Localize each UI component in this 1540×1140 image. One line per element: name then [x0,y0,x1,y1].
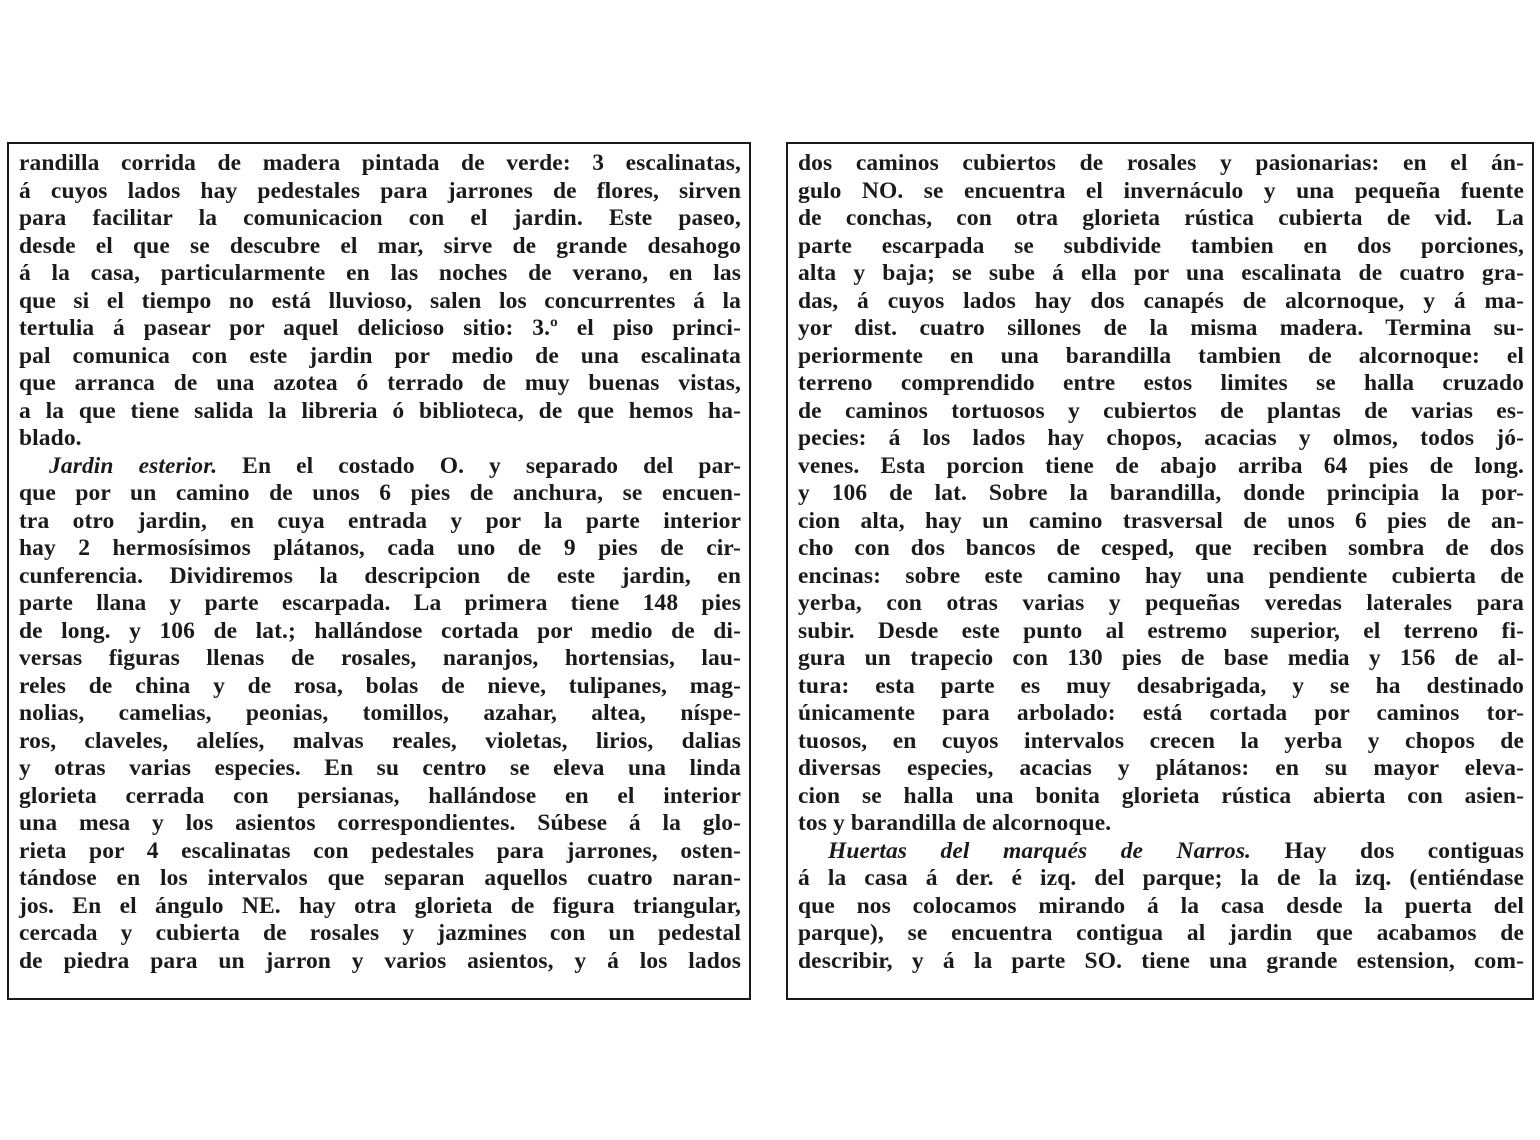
line-text: encinas: sobre este camino hay una pendiente cubierta de [798,562,1524,589]
text-line [798,150,1524,178]
text-line [798,590,1524,618]
line-text: tertulia á pasear por aquel delicioso sitio: 3.º el piso princi- [19,315,741,341]
text-line [19,755,741,783]
text-line [798,618,1524,646]
line-text: blado. [19,425,82,451]
text-line [798,260,1524,288]
text-line [798,893,1524,921]
line-text: una mesa y los asientos correspondientes. Súbese á la glo- [19,810,741,836]
line-text: versas figuras llenas de rosales, naranjos, hortensias, lau- [19,645,741,671]
text-line [798,343,1524,371]
text-line [798,783,1524,811]
text-line [19,728,741,756]
text-column-left [7,142,751,1000]
line-text: En el costado O. y separado del par- [217,452,742,479]
line-text: de caminos tortuosos y cubiertos de plantas de varias es- [798,397,1524,424]
line-text: gulo NO. se encuentra el invernáculo y una pequeña fuente [798,177,1524,204]
text-line [798,810,1524,838]
line-text: gura un trapecio con 130 pies de base media y 156 de al- [798,645,1524,671]
text-column-right [786,142,1534,1000]
line-text: parte escarpada se subdivide tambien en dos porciones, [798,232,1524,259]
text-line [19,618,741,646]
line-text: tuosos, en cuyos intervalos crecen la yerba y chopos de [798,727,1524,754]
text-line [19,783,741,811]
text-line [798,755,1524,783]
text-line [19,288,741,316]
text-line [19,150,741,178]
text-line [19,920,741,948]
text-line [19,343,741,371]
section-heading: Huertas del marqués de Narros. [828,837,1252,864]
text-line [19,590,741,618]
line-text: cion se halla una bonita glorieta rústica abierta con asien- [798,782,1524,809]
line-text: á la casa á der. é izq. del parque; la de la izq. (entiéndase [798,865,1524,891]
line-text: jos. En el ángulo NE. hay otra glorieta de figura triangular, [19,892,741,919]
line-text: para facilitar la comunicacion con el jardin. Este paseo, [19,205,741,231]
line-text: yerba, con otras varias y pequeñas veredas laterales para [798,590,1524,616]
line-text: que arranca de una azotea ó terrado de muy buenas vistas, [19,370,741,396]
line-text: cunferencia. Dividiremos la descripcion de este jardin, en [19,562,741,589]
line-text: yor dist. cuatro sillones de la misma madera. Termina su- [798,315,1524,341]
text-line [19,838,741,866]
line-text: de piedra para un jarron y varios asientos, y á los lados [19,947,741,974]
line-text: á cuyos lados hay pedestales para jarrones de flores, sirven [19,177,741,204]
text-line [798,370,1524,398]
line-text: pecies: á los lados hay chopos, acacias y olmos, todos jó- [798,425,1524,451]
line-text: tura: esta parte es muy desabrigada, y se ha destinado [798,672,1524,699]
line-text: tra otro jardin, en cuya entrada y por la parte interior [19,507,741,534]
line-text: hay 2 hermosísimos plátanos, cada uno de 9 pies de cir- [19,535,741,561]
text-line [798,398,1524,426]
line-text: tos y barandilla de alcornoque. [798,810,1112,836]
text-line [19,453,741,481]
line-text: nolias, camelias, peonias, tomillos, azahar, altea, níspe- [19,700,741,726]
line-text: á la casa, particularmente en las noches de verano, en las [19,260,741,286]
line-text: parte llana y parte escarpada. La primera tiene 148 pies [19,590,741,616]
line-text: y 106 de lat. Sobre la barandilla, donde principia la por- [798,480,1524,506]
line-text: que nos colocamos mirando á la casa desde la puerta del [798,892,1524,919]
text-line [798,700,1524,728]
line-text: venes. Esta porcion tiene de abajo arriba 64 pies de long. [798,452,1524,479]
line-text: alta y baja; se sube á ella por una escalinata de cuatro gra- [798,260,1524,286]
line-text: cion alta, hay un camino trasversal de unos 6 pies de an- [798,507,1524,534]
text-line [19,563,741,591]
line-text: y otras varias especies. En su centro se eleva una linda [19,755,741,781]
line-text: desde el que se descubre el mar, sirve de grande desahogo [19,232,741,259]
text-line [19,700,741,728]
text-line [798,480,1524,508]
text-line [19,673,741,701]
line-text: periormente en una barandilla tambien de alcornoque: el [798,342,1524,369]
text-line [19,398,741,426]
text-line [798,425,1524,453]
text-line [19,260,741,288]
text-line [19,810,741,838]
text-line [798,563,1524,591]
line-text: únicamente para arbolado: está cortada por caminos tor- [798,700,1524,726]
line-text: subir. Desde este punto al estremo superior, el terreno fi- [798,617,1524,644]
line-text: parque), se encuentra contigua al jardin que acabamos de [798,920,1524,946]
line-text: reles de china y de rosa, bolas de nieve, tulipanes, mag- [19,672,741,699]
text-line [19,315,741,343]
text-line [798,728,1524,756]
line-text: cho con dos bancos de cesped, que reciben sombra de dos [798,535,1524,561]
text-line [798,673,1524,701]
line-text: cercada y cubierta de rosales y jazmines con un pedestal [19,920,741,946]
text-line [19,178,741,206]
text-line [19,480,741,508]
line-text: a la que tiene salida la libreria ó biblioteca, de que hemos ha- [19,397,741,424]
text-line [19,508,741,536]
text-line [798,288,1524,316]
line-text: glorieta cerrada con persianas, hallándose en el interior [19,782,741,809]
text-line [798,535,1524,563]
text-line [798,315,1524,343]
text-line [798,453,1524,481]
line-text: pal comunica con este jardin por medio de una escalinata [19,342,741,369]
text-line [19,535,741,563]
line-text: ros, claveles, alelíes, malvas reales, violetas, lirios, dalias [19,727,741,754]
text-line [19,205,741,233]
line-text: que por un camino de unos 6 pies de anchura, se encuen- [19,480,741,506]
text-line [19,893,741,921]
text-line [798,508,1524,536]
line-text: das, á cuyos lados hay dos canapés de alcornoque, y á ma- [798,287,1524,314]
line-text: de conchas, con otra glorieta rústica cubierta de vid. La [798,205,1524,231]
line-text: rieta por 4 escalinatas con pedestales para jarrones, osten- [19,837,741,864]
line-text: que si el tiempo no está lluvioso, salen los concurrentes á la [19,287,741,314]
text-line [798,948,1524,976]
line-text: dos caminos cubiertos de rosales y pasionarias: en el án- [798,150,1524,176]
text-line [19,645,741,673]
text-line [19,370,741,398]
text-line [19,948,741,976]
line-text: Hay dos contiguas [1251,837,1524,864]
text-line [19,865,741,893]
section-heading: Jardin esterior. [49,452,218,479]
text-line [798,233,1524,261]
line-text: randilla corrida de madera pintada de verde: 3 escalinatas, [19,150,741,176]
text-line [798,838,1524,866]
line-text: terreno comprendido entre estos limites se halla cruzado [798,370,1524,396]
text-line [798,178,1524,206]
text-line [798,205,1524,233]
line-text: de long. y 106 de lat.; hallándose cortada por medio de di- [19,617,741,644]
text-line [798,865,1524,893]
line-text: describir, y á la parte SO. tiene una grande estension, com- [798,947,1524,974]
text-line [19,425,741,453]
line-text: diversas especies, acacias y plátanos: en su mayor eleva- [798,755,1524,781]
text-line [798,920,1524,948]
line-text: tándose en los intervalos que separan aquellos cuatro naran- [19,865,741,891]
text-line [19,233,741,261]
text-line [798,645,1524,673]
